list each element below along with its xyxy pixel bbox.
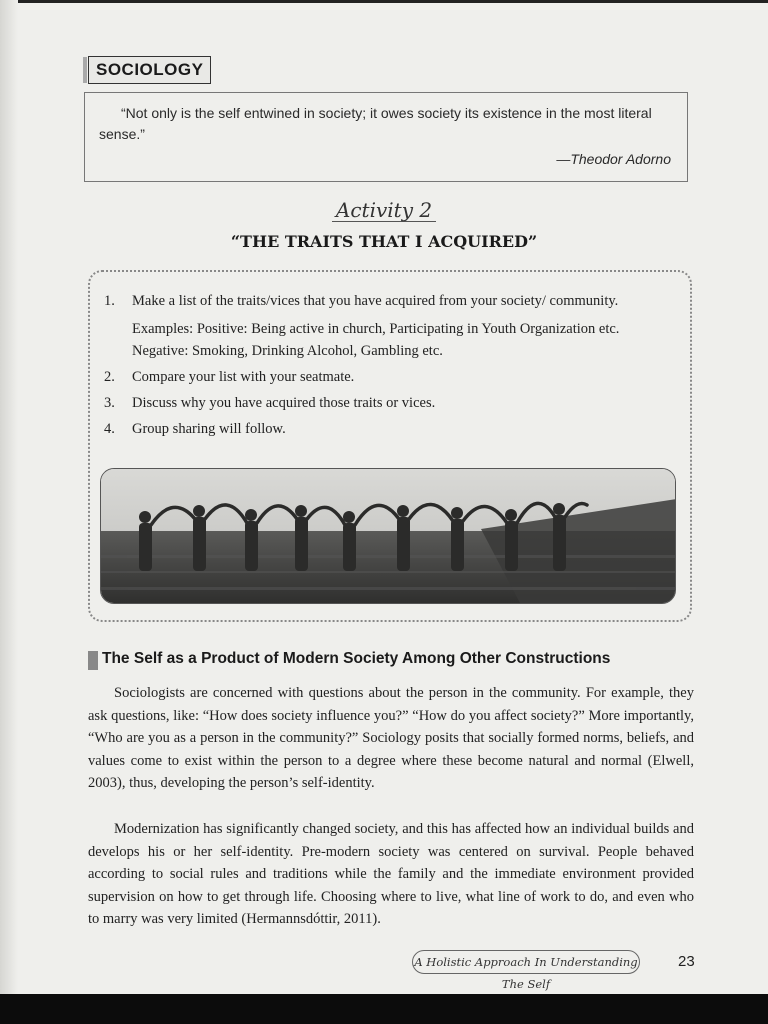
quote-box (84, 92, 688, 182)
list-item (104, 392, 674, 414)
page-gutter-shadow (0, 0, 18, 1000)
quote-author: —Theodor Adorno (556, 151, 671, 167)
instruction-list (104, 290, 674, 444)
item-number: 3. (104, 395, 115, 411)
book-title-banner: A Holistic Approach In Understanding The Self (412, 950, 640, 974)
paragraph-2: Modernization has significantly changed society, and this has affected how an individual builds and develops his or her self-identity. Pre-modern society was centered on survival. People behaved according to social rules and traditions while the family and the immediate environment provided supervision on how to get through life. Choosing where to live, what line of work to do, and even who to marry was very limited (Hermannsdóttir, 2011). (88, 821, 694, 927)
section-label: SOCIOLOGY (88, 56, 211, 84)
list-item (104, 290, 674, 362)
quote-text: “Not only is the self entwined in society; it owes society its existence in the most literal sense.” (99, 105, 652, 142)
scan-bottom-edge (0, 994, 768, 1024)
people-holding-hands-photo (100, 468, 676, 604)
item-text: Group sharing will follow. (132, 421, 286, 437)
page-number: 23 (678, 953, 695, 970)
section-heading: The Self as a Product of Modern Society Among Other Constructions (102, 650, 611, 667)
item-number: 1. (104, 293, 115, 309)
item-number: 2. (104, 369, 115, 385)
scan-top-edge (0, 0, 768, 3)
list-item (104, 366, 674, 388)
item-text: Discuss why you have acquired those traits or vices. (132, 395, 436, 411)
item-text: Compare your list with your seatmate. (132, 369, 355, 385)
item-text: Make a list of the traits/vices that you have acquired from your society/ community. (132, 293, 619, 309)
activity-title: “THE TRAITS THAT I ACQUIRED” (230, 232, 538, 251)
item-examples: Examples: Positive: Being active in church, Participating in Youth Organization etc. Negative: Smoking, Drinking Alcohol, Gambling etc. (132, 321, 620, 359)
item-number: 4. (104, 421, 115, 437)
activity-label (0, 198, 768, 222)
activity-label-text: Activity 2 (332, 199, 436, 222)
paragraph-1: Sociologists are concerned with questions about the person in the community. For example, they ask questions, like: “How does society influence you?” “How do you affect society?” More importantly, “Who are you as a person in the community?” Sociology posits that socially formed norms, beliefs, and values come to exist within the person to a degree where these become natural and normal (Elwell, 2003), thus, developing the person’s self-identity. (88, 685, 694, 791)
photo-illustration (101, 469, 676, 604)
list-item (104, 418, 674, 440)
